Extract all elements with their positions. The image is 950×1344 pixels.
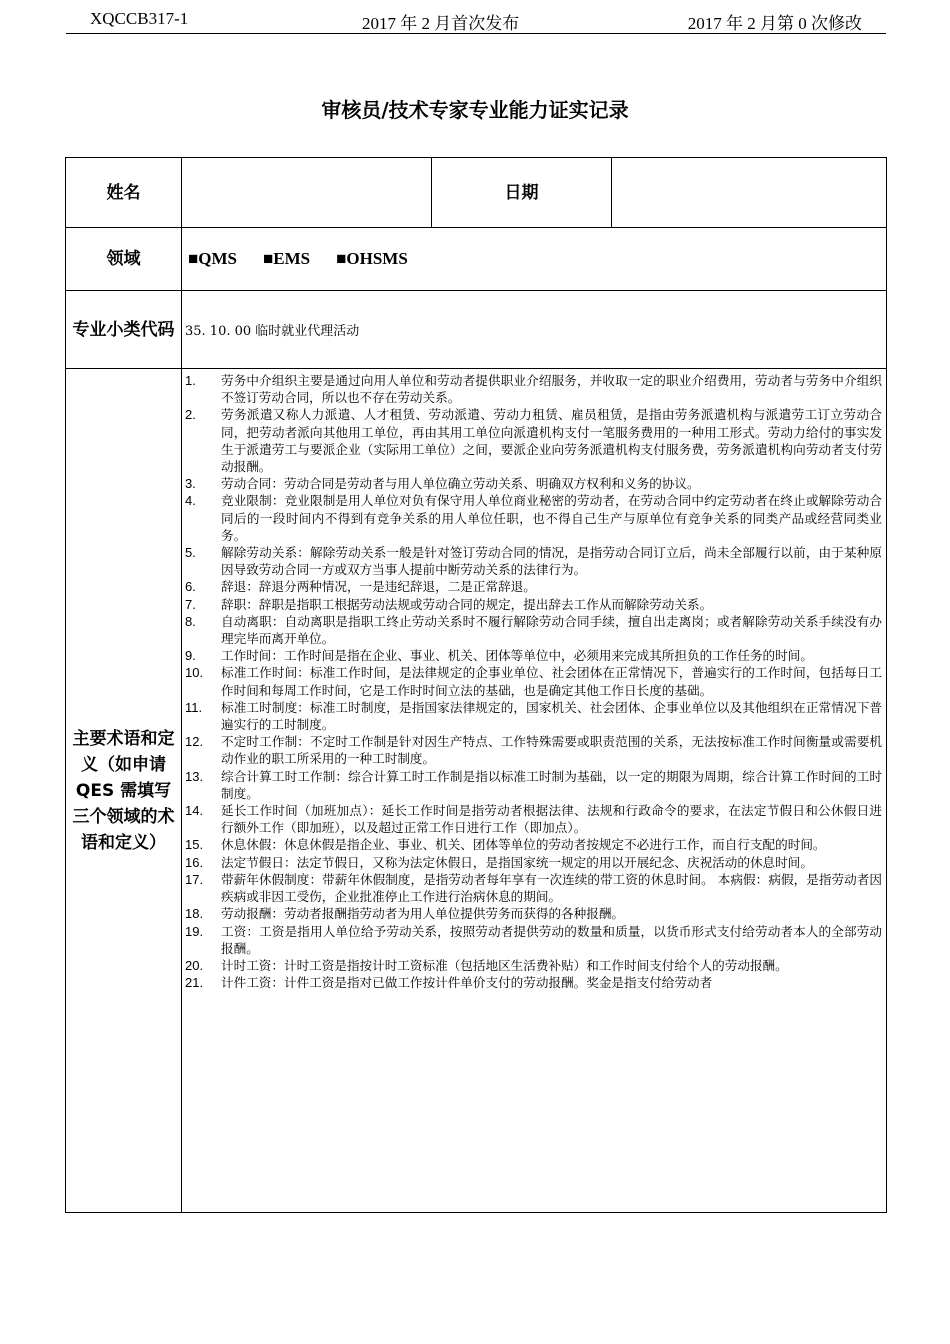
term-number: 18. <box>185 906 204 922</box>
doc-code: XQCCB317-1 <box>90 9 189 28</box>
term-number: 15. <box>185 837 204 853</box>
page-header <box>66 8 886 34</box>
term-number: 11. <box>185 699 203 715</box>
term-text: 法定节假日：法定节假日，又称为法定休假日，是指国家统一规定的用以开展纪念、庆祝活动的休息时间。 <box>221 854 813 870</box>
term-number: 4. <box>185 493 196 509</box>
term-number: 12. <box>185 734 204 750</box>
name-label: 姓名 <box>66 158 182 228</box>
terms-label: 主要术语和定义（如申请 QES 需填写三个领域的术语和定义） <box>66 369 182 1213</box>
term-item <box>185 578 882 595</box>
term-item <box>185 475 882 492</box>
term-number: 1. <box>185 373 196 388</box>
term-item <box>185 871 882 905</box>
term-text: 竞业限制：竞业限制是用人单位对负有保守用人单位商业秘密的劳动者，在劳动合同中约定劳动者在终止或解除劳动合同后的一段时间内不得到有竞争关系的用人单位任职，也不得自己生产与原单位有竞争关系的同类产品或经营同类业务。 <box>221 493 882 543</box>
term-item <box>185 974 882 991</box>
term-number: 7. <box>185 596 196 612</box>
term-item <box>185 923 882 957</box>
revision-date: 2017 年 2 月第 0 次修改 <box>687 14 862 33</box>
term-item <box>185 372 882 406</box>
term-number: 10. <box>185 665 204 681</box>
term-item <box>185 854 882 871</box>
term-text: 劳动合同：劳动合同是劳动者与用人单位确立劳动关系、明确双方权利和义务的协议。 <box>221 476 700 492</box>
name-value[interactable] <box>182 158 432 228</box>
code-label: 专业小类代码 <box>66 291 182 369</box>
ems-checkbox[interactable]: ■EMS <box>263 249 311 268</box>
term-text: 延长工作时间（加班加点）：延长工作时间是指劳动者根据法律、法规和行政命令的要求，在法定节假日和公休假日进行额外工作（即加班），以及超过正常工作日进行工作（即加点）。 <box>221 803 882 836</box>
term-item <box>185 802 882 836</box>
term-item <box>185 596 882 613</box>
term-text: 辞退：辞退分两种情况，一是违纪辞退，二是正常辞退。 <box>221 579 536 595</box>
term-text: 不定时工作制：不定时工作制是针对因生产特点、工作特殊需要或职责范围的关系，无法按标准工作时间衡量或需要机动作业的职工所采用的一种工时制度。 <box>221 734 882 767</box>
term-number: 20. <box>185 957 204 973</box>
term-number: 5. <box>185 545 196 561</box>
term-text: 标准工时制度：标准工时制度，是指国家法律规定的，国家机关、社会团体、企事业单位以及其他组织在正常情况下普遍实行的工时制度。 <box>221 699 882 733</box>
term-item <box>185 836 882 853</box>
term-text: 综合计算工时工作制：综合计算工时工作制是指以标准工时制为基础，以一定的期限为周期，综合计算工作时间的工时制度。 <box>221 768 882 801</box>
ohsms-checkbox[interactable]: ■OHSMS <box>336 249 408 268</box>
term-text: 劳动报酬：劳动者报酬指劳动者为用人单位提供劳务而获得的各种报酬。 <box>221 906 624 922</box>
term-number: 14. <box>185 803 204 819</box>
code-value: 35. 10. 00 临时就业代理活动 <box>182 291 887 369</box>
term-item <box>185 406 882 475</box>
term-text: 工作时间：工作时间是指在企业、事业、机关、团体等单位中，必须用来完成其所担负的工作任务的时间。 <box>221 648 813 664</box>
term-number: 9. <box>185 648 196 664</box>
term-number: 17. <box>185 871 204 887</box>
term-number: 3. <box>185 476 196 492</box>
term-number: 13. <box>185 768 204 784</box>
term-number: 8. <box>185 613 196 629</box>
term-text: 休息休假：休息休假是指企业、事业、机关、团体等单位的劳动者按规定不必进行工作，而自行支配的时间。 <box>221 837 826 853</box>
term-text: 计件工资：计件工资是指对已做工作按计件单价支付的劳动报酬。奖金是指支付给劳动者 <box>221 975 713 991</box>
term-text: 辞职：辞职是指职工根据劳动法规或劳动合同的规定，提出辞去工作从而解除劳动关系。 <box>221 596 713 612</box>
date-label: 日期 <box>432 158 612 228</box>
field-options <box>182 228 887 291</box>
term-text: 标准工作时间：标准工作时间，是法律规定的企事业单位、社会团体在正常情况下，普遍实行的工作时间，包括每日工作时间和每周工作时间，它是工作时时间立法的基础，也是确定其他工作日长度的基础。 <box>221 665 882 698</box>
term-text: 自动离职：自动离职是指职工终止劳动关系时不履行解除劳动合同手续，擅自出走离岗；或者解除劳动关系手续没有办理完毕而离开单位。 <box>221 613 882 647</box>
term-item <box>185 905 882 922</box>
term-item <box>185 957 882 974</box>
term-number: 6. <box>185 579 196 595</box>
term-text: 计时工资：计时工资是指按计时工资标准（包括地区生活费补贴）和工作时间支付给个人的劳动报酬。 <box>221 957 788 973</box>
term-item <box>185 544 882 578</box>
term-item <box>185 492 882 544</box>
terms-list <box>185 372 882 991</box>
term-number: 2. <box>185 407 196 423</box>
term-text: 劳务中介组织主要是通过向用人单位和劳动者提供职业介绍服务，并收取一定的职业介绍费用，劳动者与劳务中介组织不签订劳动合同，所以也不存在劳动关系。 <box>221 373 882 406</box>
release-date: 2017 年 2 月首次发布 <box>362 14 520 33</box>
term-number: 16. <box>185 854 204 870</box>
qms-checkbox[interactable]: ■QMS <box>188 249 237 268</box>
date-value[interactable] <box>612 158 887 228</box>
term-item <box>185 768 882 802</box>
field-label: 领域 <box>66 228 182 291</box>
record-form <box>65 157 887 1213</box>
term-text: 解除劳动关系：解除劳动关系一般是针对签订劳动合同的情况，是指劳动合同订立后，尚未全部履行以前，由于某种原因导致劳动合同一方或双方当事人提前中断劳动关系的法律行为。 <box>221 545 882 578</box>
term-text: 带薪年休假制度：带薪年休假制度，是指劳动者每年享有一次连续的带工资的休息时间。 本病假：病假，是指劳动者因疾病或非因工受伤，企业批准停止工作进行治病休息的期间。 <box>221 871 882 905</box>
term-text: 工资：工资是指用人单位给予劳动关系，按照劳动者提供劳动的数量和质量，以货币形式支付给劳动者本人的全部劳动报酬。 <box>221 923 882 956</box>
page-title: 审核员/技术专家专业能力证实记录 <box>321 98 629 122</box>
term-text: 劳务派遣又称人力派遣、人才租赁、劳动派遣、劳动力租赁、雇员租赁，是指由劳务派遣机构与派遣劳工订立劳动合同，把劳动者派向其他用工单位，再由其用工单位向派遣机构支付一笔服务费用的一种用工形式。劳动力给付的事实发生于派遣劳工与要派企业（实际用工单位）之间，要派企业向劳务派遣机构支付服务费，劳务派遣机构向劳动者支付劳动报酬。 <box>221 407 882 475</box>
terms-cell <box>182 369 887 1213</box>
term-item <box>185 613 882 647</box>
term-number: 19. <box>185 923 204 939</box>
term-item <box>185 699 882 733</box>
term-item <box>185 733 882 767</box>
term-item <box>185 664 882 698</box>
term-number: 21. <box>185 975 204 991</box>
term-item <box>185 647 882 664</box>
